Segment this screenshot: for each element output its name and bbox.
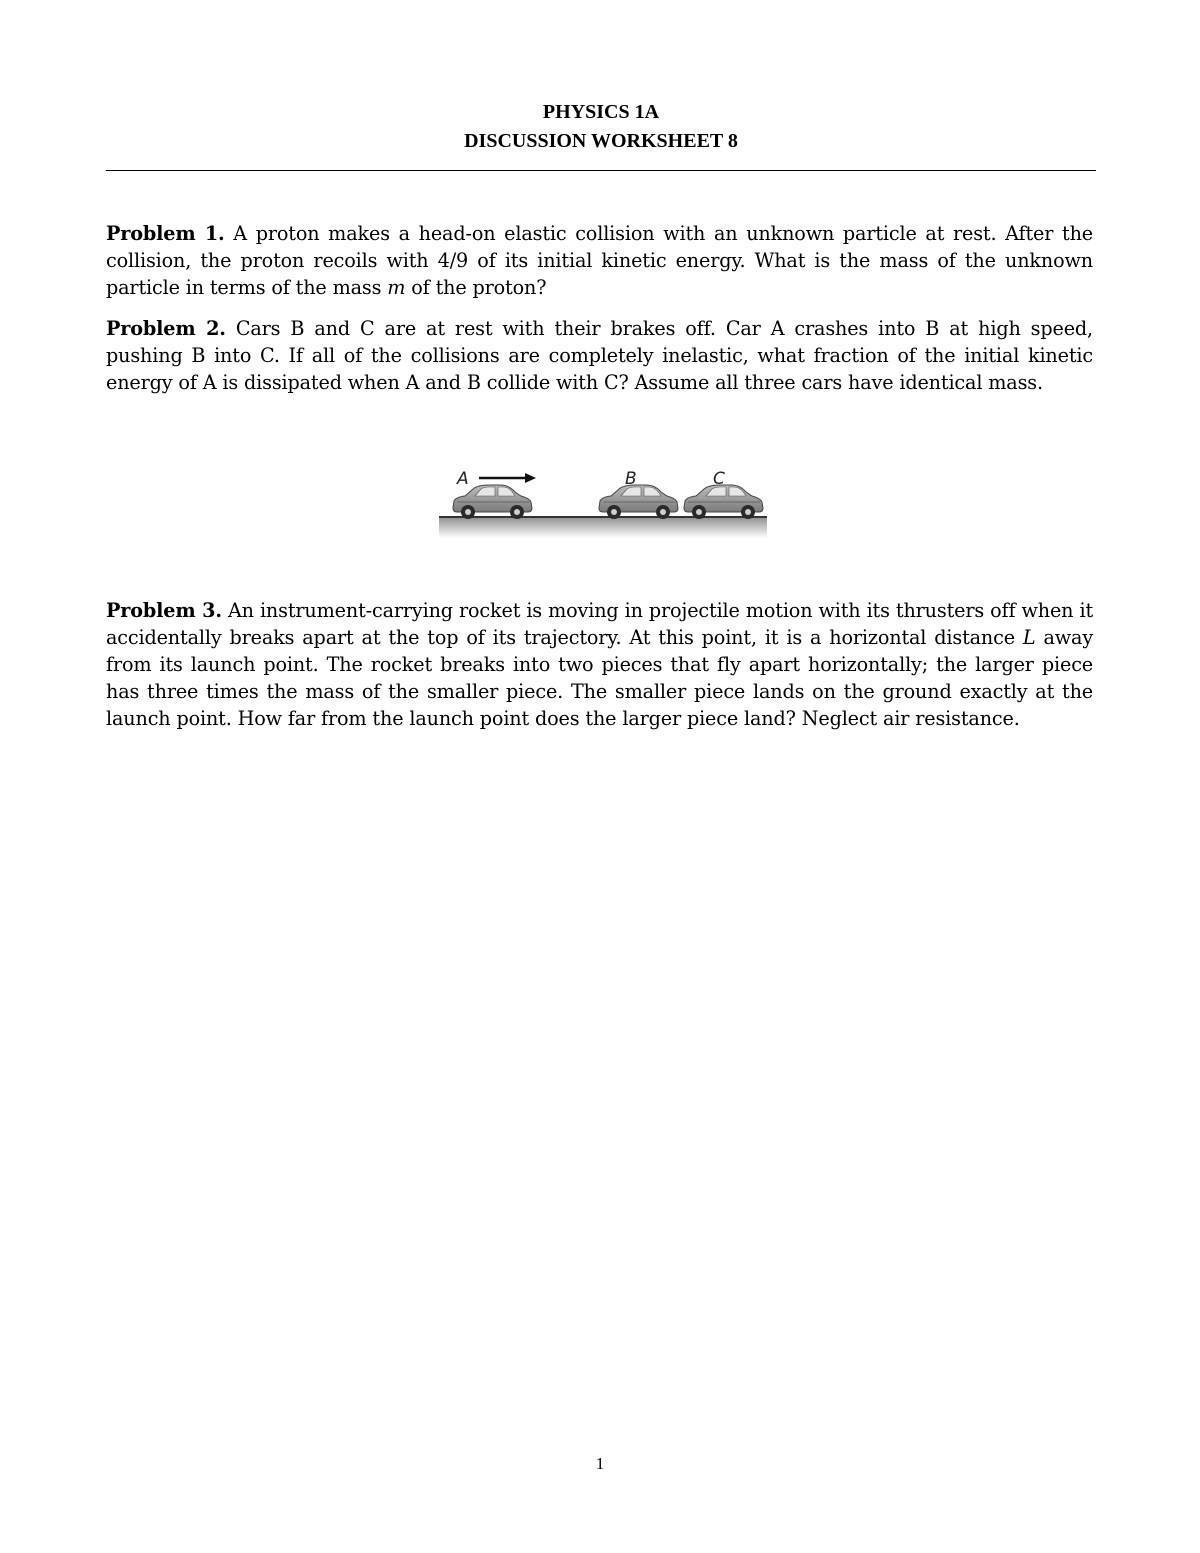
worksheet-title: DISCUSSION WORKSHEET 8 — [464, 130, 738, 152]
cars-collision-figure — [437, 466, 767, 542]
car-c — [684, 485, 763, 519]
ground — [439, 516, 767, 538]
header-divider — [106, 170, 1096, 171]
problem-2 — [106, 315, 1093, 396]
problem-1-text: A proton makes a head-on elastic collision with an unknown particle at rest. After the collision, the proton recoils with 4/9 of its initial kinetic energy. What is the mass of the unknown particle in terms of the mass — [106, 222, 1093, 299]
problem-2-label: Problem 2. — [106, 317, 226, 340]
problem-1-variable: m — [387, 276, 406, 299]
problem-1-text-end: of the proton? — [411, 276, 547, 299]
course-title: PHYSICS 1A — [542, 101, 660, 123]
label-c: C — [713, 469, 725, 489]
problem-1-label: Problem 1. — [106, 222, 225, 245]
document-header — [106, 98, 1096, 156]
car-b — [599, 485, 678, 519]
problem-3 — [106, 597, 1093, 732]
label-a: A — [457, 469, 469, 489]
car-a — [453, 485, 532, 519]
problem-1 — [106, 220, 1093, 301]
problem-3-text-end: away from its launch point. The rocket breaks into two pieces that fly apart horizontally; the larger piece has three times the mass of the smaller piece. The smaller piece lands on the ground exactly at the launch point. How far from the launch point does the larger piece land? Neglect air resistance. — [106, 626, 1094, 730]
label-b: B — [625, 469, 637, 489]
problem-3-variable: L — [1022, 626, 1036, 649]
arrow-head — [525, 473, 536, 483]
problem-3-text: An instrument-carrying rocket is moving in projectile motion with its thrusters off when it accidentally breaks apart at the top of its trajectory. At this point, it is a horizontal distance — [106, 599, 1094, 649]
problem-3-label: Problem 3. — [106, 599, 222, 622]
page-number: 1 — [595, 1454, 605, 1473]
problem-2-text: Cars B and C are at rest with their brakes off. Car A crashes into B at high speed, pushing B into C. If all of the collisions are completely inelastic, what fraction of the initial kinetic energy of A is dissipated when A and B collide with C? Assume all three cars have identical mass. — [106, 317, 1093, 394]
